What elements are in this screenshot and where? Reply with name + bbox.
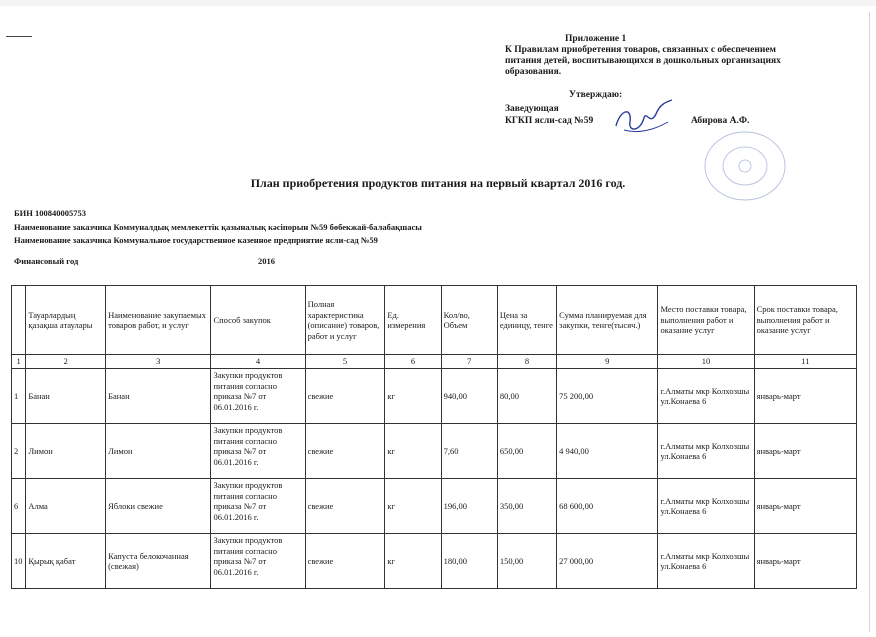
cell-unit: кг xyxy=(385,369,441,424)
cell-price: 650,00 xyxy=(497,424,556,479)
page-edge xyxy=(869,12,870,632)
cell-term: январь-март xyxy=(754,369,856,424)
cell-term: январь-март xyxy=(754,534,856,589)
fiscal-year-value: 2016 xyxy=(258,256,275,266)
column-number-row xyxy=(12,355,857,369)
cell-name-ru: Лимон xyxy=(106,424,211,479)
cell-method: Закупки продуктов питания согласно приказа №7 от 06.01.2016 г. xyxy=(211,534,305,589)
cell-description: свежие xyxy=(305,424,385,479)
approval-label: Утверждаю: xyxy=(569,90,623,100)
table-row xyxy=(12,534,857,589)
cell-method: Закупки продуктов питания согласно приказа №7 от 06.01.2016 г. xyxy=(211,479,305,534)
cell-name-ru: Банан xyxy=(106,369,211,424)
column-number: 3 xyxy=(106,355,211,369)
column-number: 1 xyxy=(12,355,26,369)
column-number: 11 xyxy=(754,355,856,369)
cell-sum: 75 200,00 xyxy=(557,369,658,424)
annex-line-2: питания детей, воспитывающихся в дошкольных организациях xyxy=(505,56,781,66)
header-cell: Полная характеристика (описание) товаров, работ и услуг xyxy=(305,286,385,355)
cell-quantity: 7,60 xyxy=(441,424,497,479)
annex-line-1: К Правилам приобретения товаров, связанных с обеспечением xyxy=(505,45,777,55)
cell-description: свежие xyxy=(305,479,385,534)
column-number: 6 xyxy=(385,355,441,369)
row-number: 1 xyxy=(12,369,26,424)
cell-sum: 68 600,00 xyxy=(557,479,658,534)
cell-place: г.Алматы мкр Колхозшы ул.Конаева 6 xyxy=(658,424,754,479)
annex-block xyxy=(505,34,825,78)
column-number: 10 xyxy=(658,355,754,369)
approval-organization: КГКП ясли-сад №59 xyxy=(505,116,594,126)
cell-sum: 4 940,00 xyxy=(557,424,658,479)
annex-line-3: образования. xyxy=(505,67,562,77)
table-row xyxy=(12,369,857,424)
cell-place: г.Алматы мкр Колхозшы ул.Конаева 6 xyxy=(658,534,754,589)
header-cell: Срок поставки товара, выполнения работ и оказание услуг xyxy=(754,286,856,355)
corner-mark xyxy=(6,36,32,37)
cell-unit: кг xyxy=(385,479,441,534)
cell-term: январь-март xyxy=(754,424,856,479)
header-cell: Место поставки товара, выполнения работ и оказание услуг xyxy=(658,286,754,355)
column-number: 4 xyxy=(211,355,305,369)
header-cell: Кол/во, Объем xyxy=(441,286,497,355)
table-row xyxy=(12,424,857,479)
cell-name-ru: Капуста белокочанная (свежая) xyxy=(106,534,211,589)
row-number: 2 xyxy=(12,424,26,479)
cell-sum: 27 000,00 xyxy=(557,534,658,589)
cell-quantity: 196,00 xyxy=(441,479,497,534)
cell-place: г.Алматы мкр Колхозшы ул.Конаева 6 xyxy=(658,479,754,534)
row-number: 6 xyxy=(12,479,26,534)
cell-unit: кг xyxy=(385,424,441,479)
header-cell: Способ закупок xyxy=(211,286,305,355)
cell-quantity: 180,00 xyxy=(441,534,497,589)
header-cell: Тауарлардың қазақша атаулары xyxy=(26,286,106,355)
approval-position-block xyxy=(505,103,593,127)
fiscal-year-line xyxy=(14,256,275,266)
cell-description: свежие xyxy=(305,534,385,589)
header-cell: Ед. измерения xyxy=(385,286,441,355)
header-cell-index xyxy=(12,286,26,355)
signature xyxy=(610,96,680,142)
cell-place: г.Алматы мкр Колхозшы ул.Конаева 6 xyxy=(658,369,754,424)
annex-title: Приложение 1 xyxy=(565,34,627,44)
cell-name-ru: Яблоки свежие xyxy=(106,479,211,534)
cell-name-kz: Лимон xyxy=(26,424,106,479)
cell-description: свежие xyxy=(305,369,385,424)
customer-kz-line: Наименование заказчика Коммуналдық мемлекеттік қазыналық кәсіпорын №59 бөбекжай-балабақшасы xyxy=(14,222,422,232)
fiscal-year-label: Финансовый год xyxy=(14,256,79,266)
cell-price: 350,00 xyxy=(497,479,556,534)
bin-line: БИН 100840005753 xyxy=(14,208,86,218)
document-title: План приобретения продуктов питания на первый квартал 2016 год. xyxy=(250,176,626,190)
cell-method: Закупки продуктов питания согласно приказа №7 от 06.01.2016 г. xyxy=(211,424,305,479)
procurement-table xyxy=(11,285,857,589)
cell-unit: кг xyxy=(385,534,441,589)
column-number: 2 xyxy=(26,355,106,369)
column-number: 9 xyxy=(557,355,658,369)
row-number: 10 xyxy=(12,534,26,589)
header-cell: Сумма планируемая для закупки, тенге(тысяч.) xyxy=(557,286,658,355)
column-number: 7 xyxy=(441,355,497,369)
approval-name: Абирова А.Ф. xyxy=(691,116,750,126)
approval-position: Заведующая xyxy=(505,104,559,114)
header-cell: Цена за единицу, тенге xyxy=(497,286,556,355)
stamp-seal xyxy=(700,126,790,206)
cell-name-kz: Алма xyxy=(26,479,106,534)
column-number: 8 xyxy=(497,355,556,369)
customer-ru-line: Наименование заказчика Коммунальное государственное казенное предприятие ясли-сад №59 xyxy=(14,235,378,245)
cell-price: 80,00 xyxy=(497,369,556,424)
cell-price: 150,00 xyxy=(497,534,556,589)
header-cell: Наименование закупаемых товаров работ, и услуг xyxy=(106,286,211,355)
scan-edge xyxy=(0,0,876,6)
cell-term: январь-март xyxy=(754,479,856,534)
cell-name-kz: Банан xyxy=(26,369,106,424)
table-row xyxy=(12,479,857,534)
table-header-row xyxy=(12,286,857,355)
column-number: 5 xyxy=(305,355,385,369)
cell-method: Закупки продуктов питания согласно приказа №7 от 06.01.2016 г. xyxy=(211,369,305,424)
cell-quantity: 940,00 xyxy=(441,369,497,424)
cell-name-kz: Қырық қабат xyxy=(26,534,106,589)
